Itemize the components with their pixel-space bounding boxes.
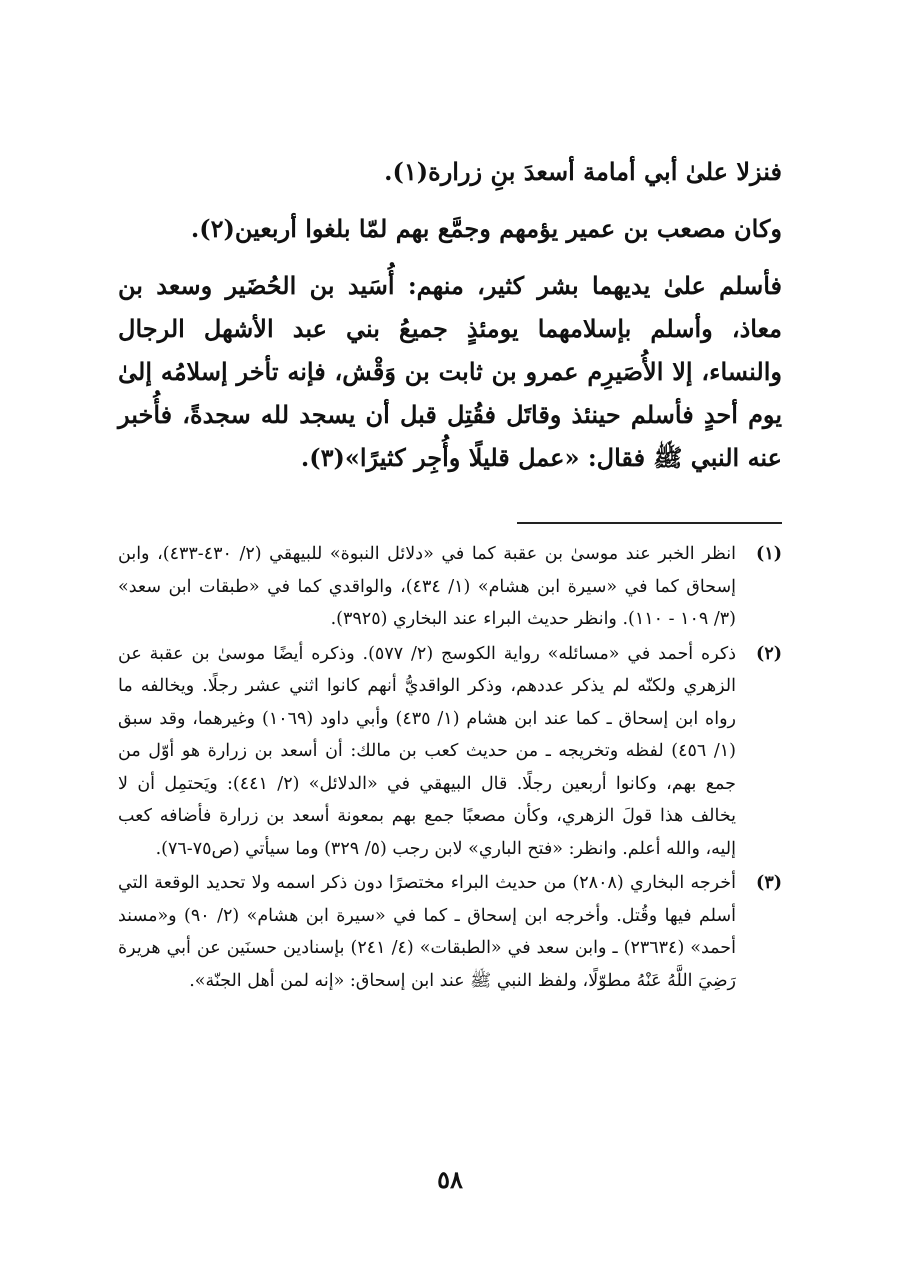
footnote-1-number: (١) (756, 544, 782, 564)
main-paragraph-2: وكان مصعب بن عمير يؤمهم وجمَّع بهم لمّا بلغوا أربعين(٢). (190, 214, 782, 243)
footnote-1-text: انظر الخبر عند موسىٰ بن عقبة كما في «دلائل النبوة» للبيهقي (٢/ ٤٣٠-٤٣٣)، وابن إسحاق كما في «سيرة ابن هشام» (١/ ٤٣٤)، والواقدي كما في «طبقات ابن سعد» (٣/ ١٠٩ - ١١٠). وانظر حديث البراء عند البخاري (٣٩٢٥). (118, 544, 736, 629)
footnote-2-number: (٢) (756, 643, 782, 664)
footnote-3 (118, 867, 782, 997)
main-paragraph-3: فأسلم علىٰ يديهما بشر كثير، منهم: أُسَيد بن الحُضَير وسعد بن معاذ، وأسلم بإسلامهما يومئذٍ جميعُ بني عبد الأشهل الرجال والنساء، إلا الأُصَيرِم عمرو بن ثابت بن وَقْش، فإنه تأخر إسلامُه إلىٰ يوم أحدٍ فأسلم حينئذ وقاتَل فقُتِل قبل أن يسجد لله سجدةً، فأُخبر عنه النبي ﷺ فقال: «عمل قليلًا وأُجِر كثيرًا»(٣). (118, 271, 783, 472)
footnote-2 (118, 638, 782, 866)
footnote-2-text: ذكره أحمد في «مسائله» رواية الكوسج (٢/ ٥٧٧). وذكره أيضًا موسىٰ بن عقبة عن الزهري ولكنّه لم يذكر عددهم، وذكر الواقديُّ أنهم كانوا اثني عشر رجلًا. ويخالفه ما رواه ابن إسحاق ـ كما عند ابن هشام (١/ ٤٣٥) وأبي داود (١٠٦٩) وغيرهما، وقد سبق (١/ ٤٥٦) لفظه وتخريجه ـ من حديث كعب بن مالك: أن أسعد بن زرارة هو أوّل من جمع بهم، وكانوا أربعين رجلًا. قال البيهقي في «الدلائل» (٢/ ٤٤١): ويَحتمِل أن لا يخالف هذا قولَ الزهري، وكأن مصعبًا جمع بهم بمعونة أسعد بن زرارة فأضافه كعب إليه، والله أعلم. وانظر: «فتح الباري» لابن رجب (٥/ ٣٢٩) وما سيأتي (ص٧٥-٧٦). (118, 643, 736, 859)
footnote-1 (118, 538, 782, 636)
footnotes (118, 538, 782, 999)
footnote-3-text: أخرجه البخاري (٢٨٠٨) من حديث البراء مختصرًا دون ذكر اسمه ولا تحديد الوقعة التي أسلم فيها وقُتل. وأخرجه ابن إسحاق ـ كما في «سيرة ابن هشام» (٢/ ٩٠) و«مسند أحمد» (٢٣٦٣٤) ـ وابن سعد في «الطبقات» (٤/ ٢٤١) بإسنادين حسنَين عن أبي هريرة رَضِيَ اللَّهُ عَنْهُ مطوّلًا، ولفظ النبي ﷺ عند ابن إسحاق: «إنه لمن أهل الجنّة». (118, 873, 736, 991)
main-text (118, 150, 782, 493)
footnote-divider (517, 522, 782, 524)
page-number: ٥٨ (437, 1165, 463, 1194)
footnote-3-number: (٣) (756, 873, 782, 893)
main-paragraph-1: فنزلا علىٰ أبي أمامة أسعدَ بنِ زرارة(١). (384, 157, 782, 186)
